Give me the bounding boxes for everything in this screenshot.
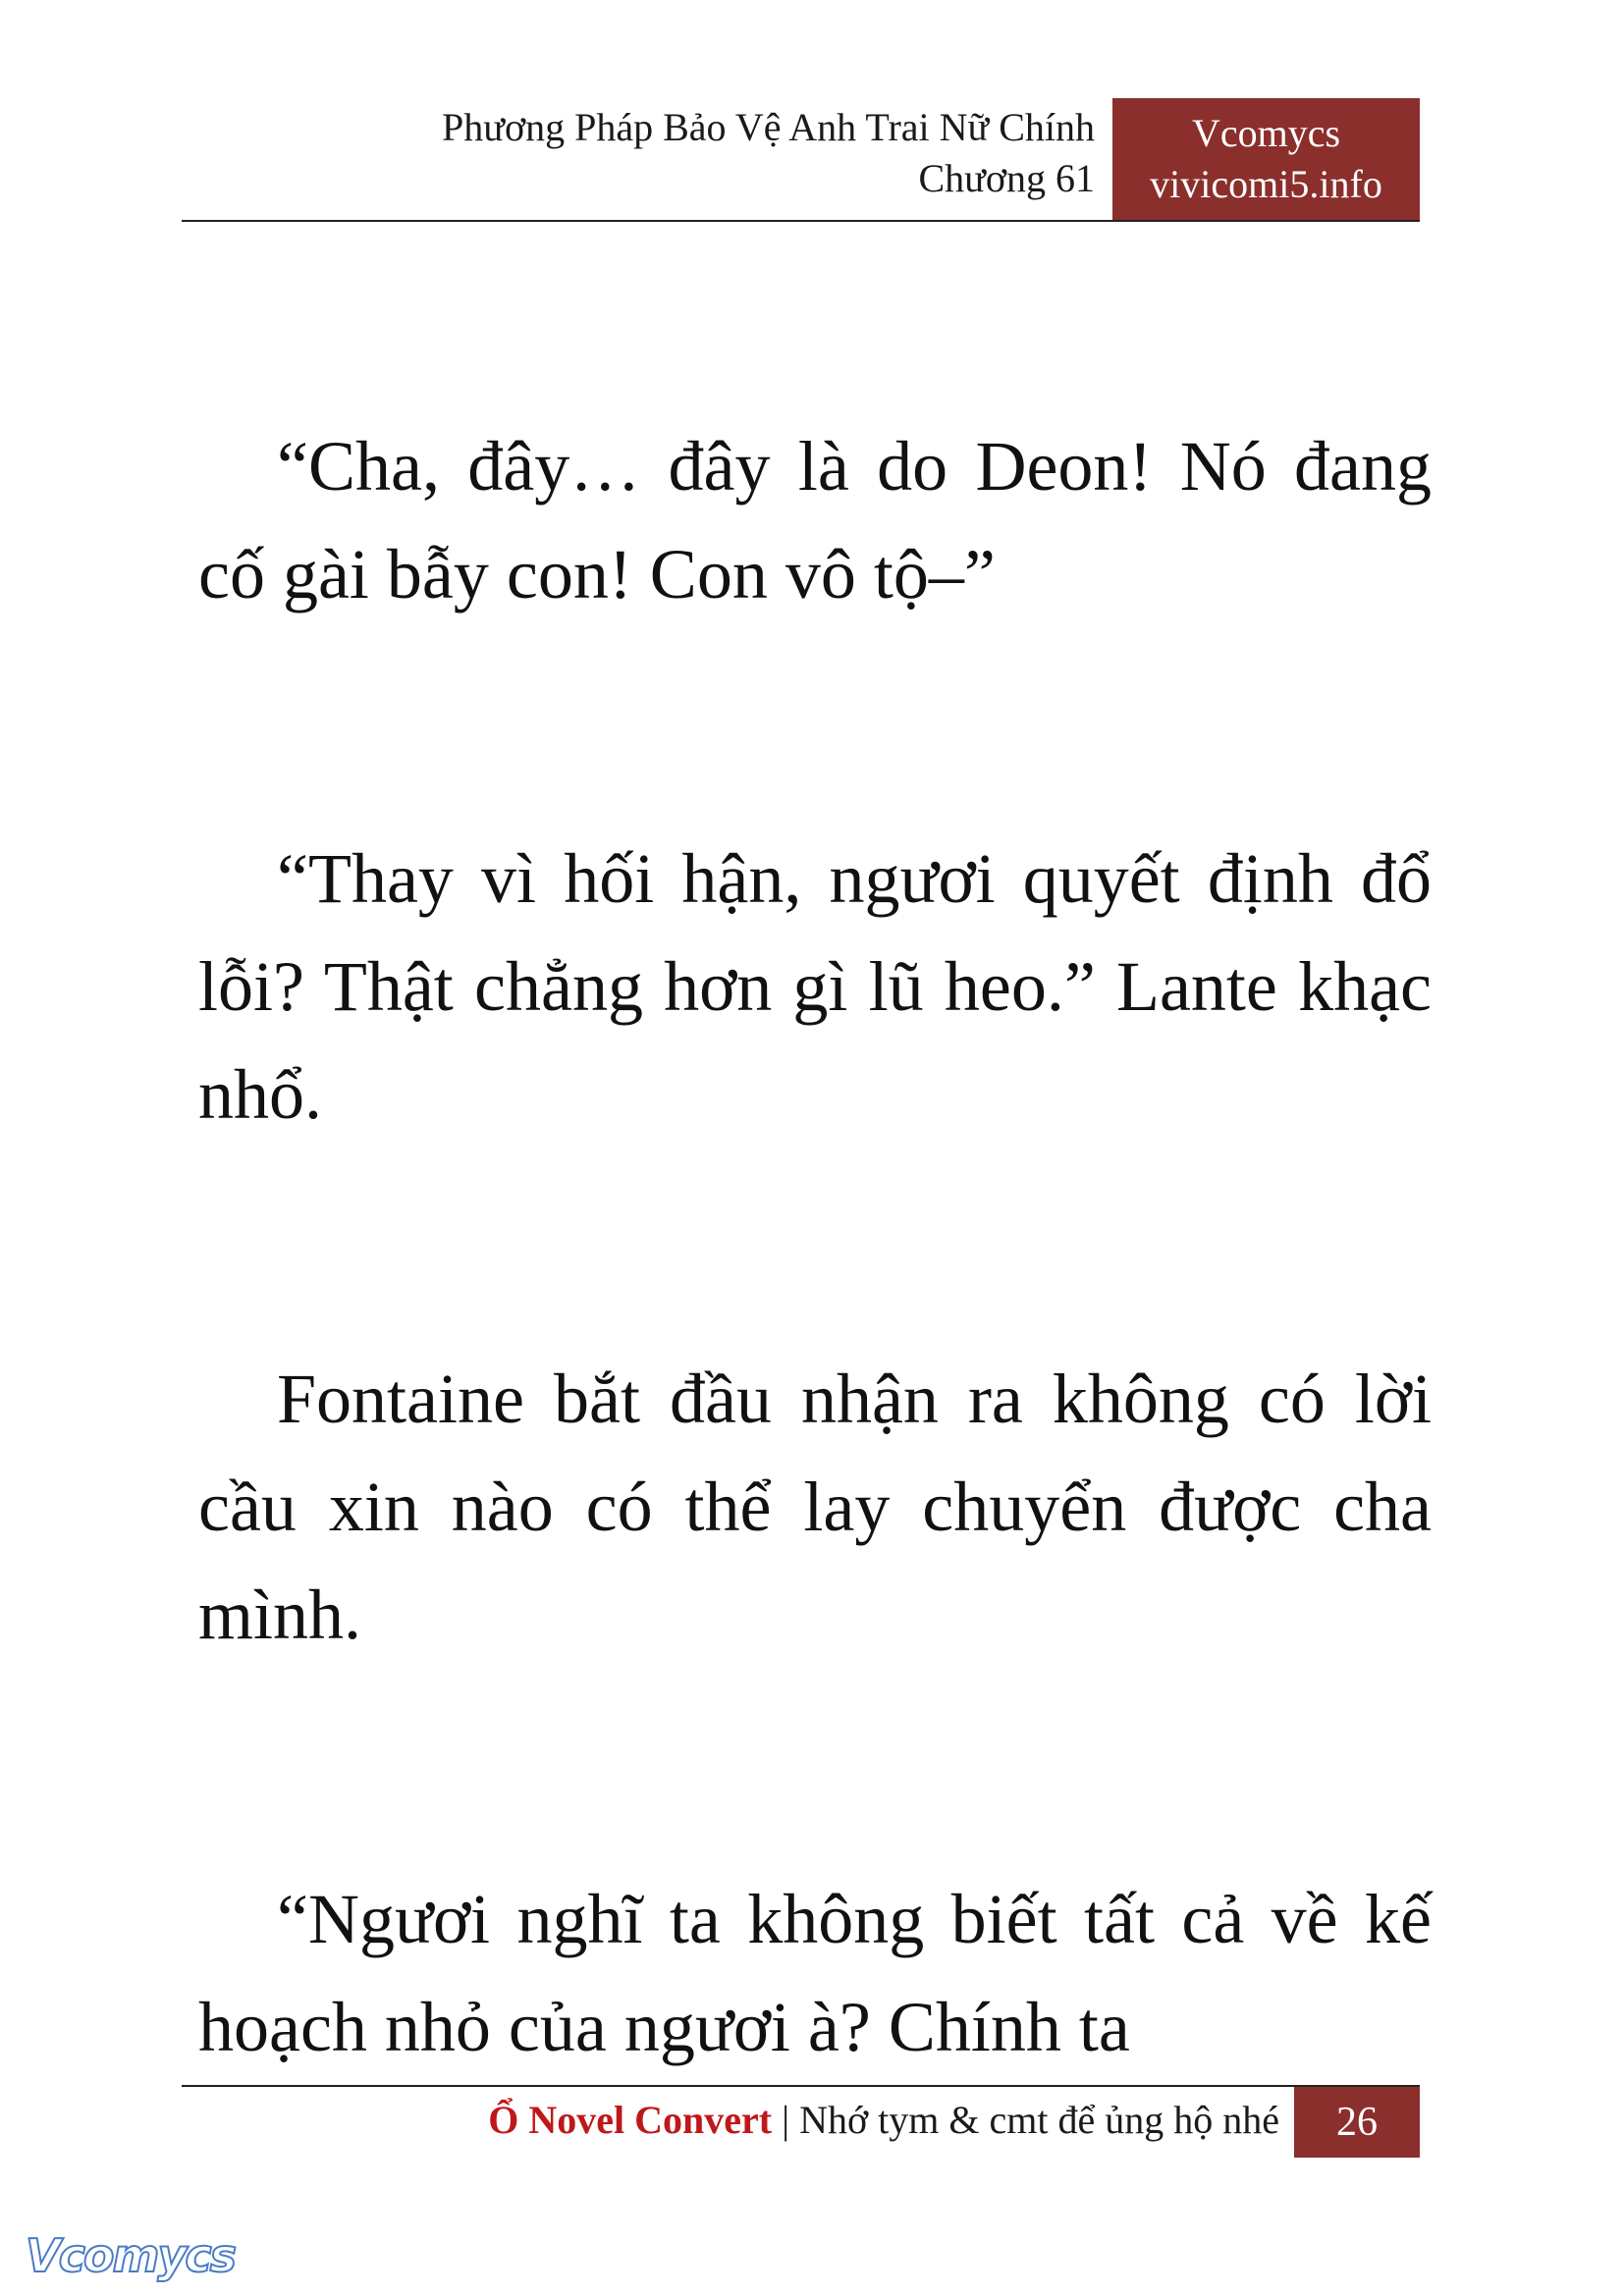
footer-note (182, 2092, 1279, 2149)
site-badge (1112, 98, 1420, 220)
footer-divider (182, 2085, 1420, 2087)
page-body (198, 412, 1432, 2277)
chapter-label: Chương 61 (918, 156, 1095, 200)
header-divider (182, 220, 1420, 222)
paragraph: Fontaine bắt đầu nhận ra không có lời cầu xin nào có thể lay chuyển được cha mình. (198, 1360, 1432, 1654)
page-number: 26 (1294, 2087, 1420, 2158)
paragraph: “Thay vì hối hận, ngươi quyết định đổ lỗi? Thật chẳng hơn gì lũ heo.” Lante khạc nhổ. (198, 839, 1432, 1134)
footer-separator: | (782, 2098, 790, 2142)
footer-brand: Ổ Novel Convert (488, 2098, 773, 2142)
vcomycs-logo-icon (22, 2226, 247, 2287)
paragraph: “Cha, đây… đây là do Deon! Nó đang cố gài bẫy con! Con vô tộ–” (198, 427, 1432, 614)
header-title-block (182, 102, 1095, 204)
svg-text:Vcomycs: Vcomycs (26, 2229, 236, 2282)
footer-message: Nhớ tym & cmt để ủng hộ nhé (799, 2098, 1279, 2142)
book-title: Phương Pháp Bảo Vệ Anh Trai Nữ Chính (442, 105, 1095, 149)
site-url: vivicomi5.info (1150, 162, 1382, 206)
site-name: Vcomycs (1191, 111, 1341, 155)
paragraph: “Ngươi nghĩ ta không biết tất cả về kế hoạch nhỏ của ngươi à? Chính ta (198, 1880, 1432, 2066)
